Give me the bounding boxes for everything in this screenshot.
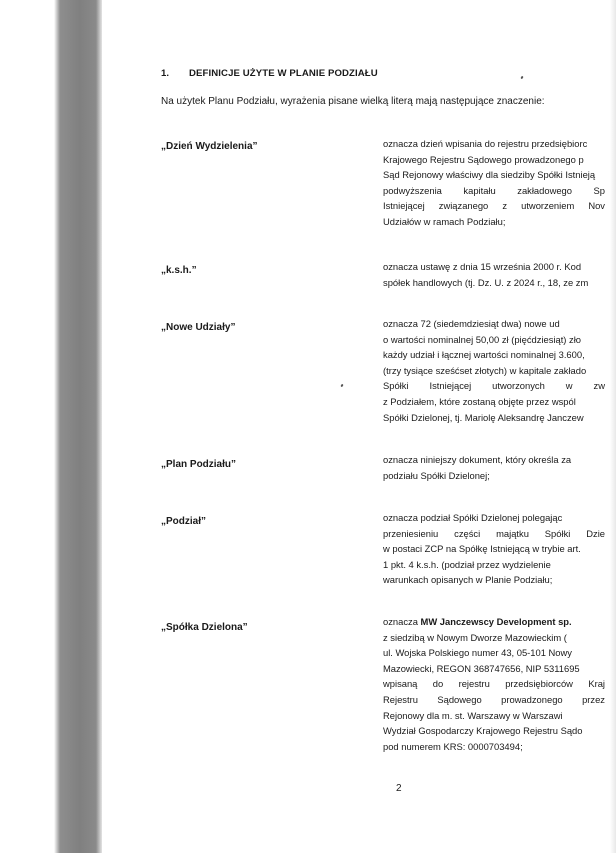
- definition-term: „Nowe Udziały”: [161, 322, 236, 333]
- definition-line: wpisaną do rejestru przedsiębiorców Kraj: [383, 678, 605, 690]
- definition-line: przeniesieniu części majątku Spółki Dzie: [383, 527, 605, 539]
- definition-line: oznacza dzień wpisania do rejestru przedsiębiorc: [383, 138, 588, 149]
- definition-line: oznacza podział Spółki Dzielonej polegając: [383, 512, 563, 523]
- definition-line: podwyższenia kapitału zakładowego Sp: [383, 184, 605, 196]
- definition-line: Mazowiecki, REGON 368747656, NIP 5311695: [383, 662, 580, 674]
- definition-term: „k.s.h.”: [161, 265, 197, 276]
- definition-line: spółek handlowych (tj. Dz. U. z 2024 r., 18, ze zm: [383, 276, 589, 288]
- definition-term: „Spółka Dzielona”: [161, 622, 248, 633]
- definition-line: Spółki Dzielonej, tj. Mariolę Aleksandrę Janczew: [383, 411, 584, 423]
- scan-speck: [340, 384, 343, 388]
- definition-line: z siedzibą w Nowym Dworze Mazowieckim (: [383, 631, 567, 643]
- section-heading: [161, 68, 378, 79]
- section-number: 1.: [161, 68, 170, 79]
- section-intro: Na użytek Planu Podziału, wyrażenia pisane wielką literą mają następujące znaczenie:: [161, 96, 545, 107]
- definition-term: „Plan Podziału”: [161, 459, 237, 470]
- company-name: MW Janczewscy Development sp.: [420, 616, 572, 627]
- definition-line: Sąd Rejonowy właściwy dla siedziby Spółki Istnieją: [383, 169, 596, 181]
- definition-line: [383, 614, 605, 630]
- definition-text: [383, 316, 605, 425]
- definition-text: [383, 452, 605, 483]
- scan-speck: [520, 76, 523, 80]
- definition-line: każdy udział i łącznej wartości nominalnej 3.600,: [383, 349, 585, 361]
- definition-line: Rejestru Sądowego prowadzonego przez: [383, 693, 605, 705]
- definition-line: o wartości nominalnej 50,00 zł (pięćdziesiąt) zło: [383, 333, 582, 345]
- definition-line: w postaci ZCP na Spółkę Istniejącą w trybie art.: [383, 543, 581, 555]
- definition-line: Wydział Gospodarczy Krajowego Rejestru Sądo: [383, 725, 583, 737]
- page-number: 2: [396, 783, 402, 794]
- definition-line: 1 pkt. 4 k.s.h. (podział przez wydzielenie: [383, 558, 551, 570]
- definition-text: [383, 614, 605, 754]
- section-title: DEFINICJE UŻYTE W PLANIE PODZIAŁU: [189, 68, 378, 79]
- definition-line: podziału Spółki Dzielonej;: [383, 469, 490, 481]
- definition-line: Istniejącej związanego z utworzeniem Nov: [383, 200, 605, 212]
- definition-term: „Dzień Wydzielenia”: [161, 141, 258, 152]
- definition-text: [383, 510, 605, 588]
- definition-text: [383, 259, 605, 290]
- definition-line: Udziałów w ramach Podziału;: [383, 215, 506, 227]
- definition-line: (trzy tysiące sześćset złotych) w kapitale zakłado: [383, 364, 587, 376]
- definition-text: [383, 136, 605, 230]
- definition-line: pod numerem KRS: 0000703494;: [383, 740, 523, 752]
- definition-line: Rejonowy dla m. st. Warszawy w Warszawi: [383, 709, 563, 721]
- definition-line: warunkach opisanych w Planie Podziału;: [383, 574, 553, 586]
- definition-line: oznacza niniejszy dokument, który określa za: [383, 454, 572, 465]
- definition-line: Krajowego Rejestru Sądowego prowadzonego p: [383, 153, 584, 165]
- definition-prefix: oznacza: [383, 616, 421, 627]
- definition-line: oznacza ustawę z dnia 15 września 2000 r. Kod: [383, 261, 582, 272]
- definition-line: Spółki Istniejącej utworzonych w zw: [383, 380, 605, 392]
- definition-line: ul. Wojska Polskiego numer 43, 05-101 Nowy: [383, 647, 572, 659]
- definition-line: oznacza 72 (siedemdziesiąt dwa) nowe ud: [383, 318, 560, 329]
- definition-term: „Podział”: [161, 516, 207, 527]
- definition-line: z Podziałem, które zostaną objęte przez wspól: [383, 395, 576, 407]
